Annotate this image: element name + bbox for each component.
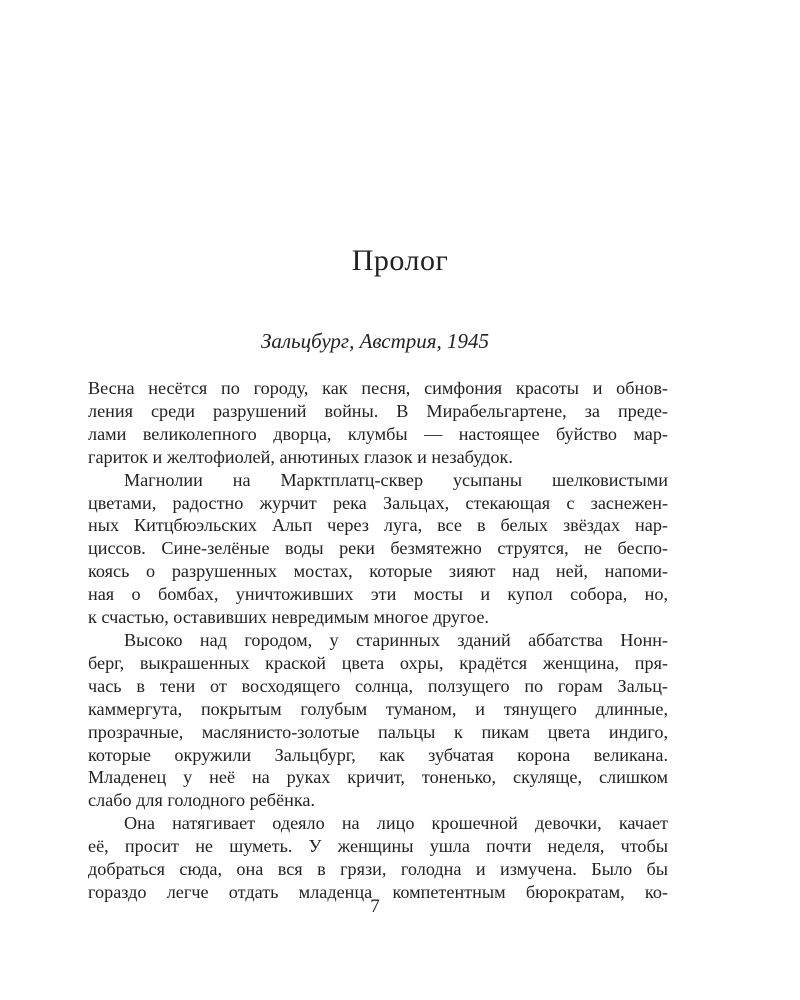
text-line: чась в тени от восходящего солнца, ползущего по горам Зальц- bbox=[88, 675, 668, 696]
text-line: слабо для голодного ребёнка. bbox=[88, 790, 315, 811]
text-line: Она натягивает одеяло на лицо крошечной девочки, качает bbox=[124, 813, 668, 834]
text-line: ная о бомбах, уничтоживших эти мосты и купол собора, но, bbox=[88, 584, 668, 605]
text-line: её, просит не шуметь. У женщины ушла почти неделя, чтобы bbox=[88, 836, 668, 857]
text-line: которые окружили Зальцбург, как зубчатая корона великана. bbox=[88, 744, 668, 765]
text-line: ления среди разрушений войны. В Мирабельгартене, за преде- bbox=[88, 400, 668, 421]
text-line: циссов. Сине-зелёные воды реки безмятежно струятся, не беспо- bbox=[88, 538, 668, 559]
text-line: добраться сюда, она вся в грязи, голодна и измучена. Было бы bbox=[88, 859, 668, 880]
location-subtitle: Зальцбург, Австрия, 1945 bbox=[260, 329, 490, 353]
text-line: каммергута, покрытым голубым туманом, и тянущего длинные, bbox=[88, 698, 668, 719]
text-line: прозрачные, маслянисто-золотые пальцы к пикам цвета индиго, bbox=[88, 721, 668, 742]
text-line: гариток и желтофиолей, анютиных глазок и незабудок. bbox=[88, 446, 513, 467]
text-line: Высоко над городом, у старинных зданий аббатства Нонн- bbox=[124, 629, 668, 650]
text-line: Весна несётся по городу, как песня, симфония красоты и обнов- bbox=[88, 378, 668, 398]
text-line: коясь о разрушенных мостах, которые зияют над ней, напоми- bbox=[88, 561, 668, 582]
text-line: Младенец у неё на руках кричит, тоненько, скулящe, слишком bbox=[88, 767, 668, 788]
text-line: берг, выкрашенных краской цвета охры, крадётся женщина, пря- bbox=[88, 652, 668, 673]
text-line: лами великолепного дворца, клумбы — настоящее буйство мар- bbox=[88, 423, 668, 444]
page-number: 7 bbox=[370, 896, 380, 917]
text-line: Магнолии на Марктплатц-сквер усыпаны шелковистыми bbox=[124, 469, 668, 490]
text-line: к счастью, оставивших невредимым многое другое. bbox=[88, 607, 489, 628]
body-text bbox=[88, 377, 668, 904]
text-line: цветами, радостно журчит река Зальцах, стекающая с заснежен- bbox=[88, 492, 668, 513]
text-line: гораздо легче отдать младенца компетентным бюрократам, ко- bbox=[88, 881, 668, 902]
chapter-title: Пролог bbox=[351, 244, 449, 277]
text-line: ных Китцбюэльских Альп через луга, все в белых звёздах нар- bbox=[88, 515, 668, 536]
